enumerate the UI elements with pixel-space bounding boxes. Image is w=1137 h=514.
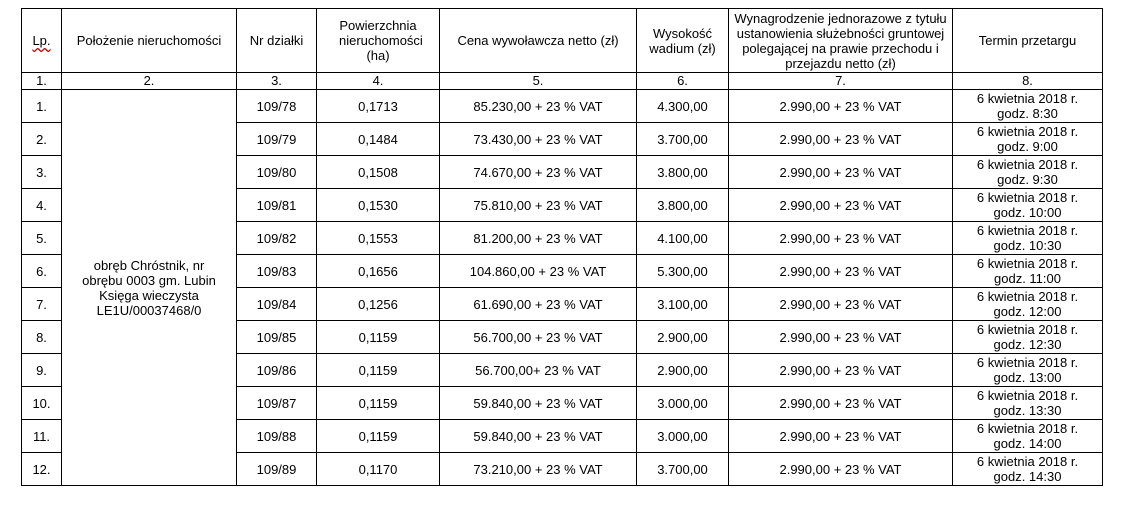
cell-plot: 109/78 [237,90,317,123]
cell-plot: 109/85 [237,321,317,354]
cell-plot: 109/79 [237,123,317,156]
cell-plot: 109/83 [237,255,317,288]
cell-lp: 1. [22,90,62,123]
cell-deposit: 4.100,00 [637,222,729,255]
cell-lp: 12. [22,453,62,486]
cell-price: 81.200,00 + 23 % VAT [440,222,637,255]
cell-area: 0,1159 [317,387,440,420]
cell-plot: 109/84 [237,288,317,321]
cell-area: 0,1508 [317,156,440,189]
column-number: 1. [22,73,62,90]
cell-location: obręb Chróstnik, nr obrębu 0003 gm. Lubin Księga wieczysta LE1U/00037468/0 [62,90,237,486]
cell-deposit: 2.900,00 [637,354,729,387]
cell-fee: 2.990,00 + 23 % VAT [729,321,953,354]
header-plot: Nr działki [237,9,317,73]
header-lp: Lp. [22,9,62,73]
cell-deposit: 3.700,00 [637,123,729,156]
table-body [22,90,1103,486]
cell-lp: 8. [22,321,62,354]
cell-date: 6 kwietnia 2018 r. godz. 11:00 [953,255,1103,288]
header-date: Termin przetargu [953,9,1103,73]
cell-area: 0,1159 [317,321,440,354]
cell-deposit: 3.000,00 [637,420,729,453]
cell-price: 59.840,00 + 23 % VAT [440,420,637,453]
column-number: 8. [953,73,1103,90]
cell-plot: 109/82 [237,222,317,255]
cell-fee: 2.990,00 + 23 % VAT [729,222,953,255]
cell-price: 59.840,00 + 23 % VAT [440,387,637,420]
cell-date: 6 kwietnia 2018 r. godz. 12:00 [953,288,1103,321]
cell-fee: 2.990,00 + 23 % VAT [729,90,953,123]
cell-date: 6 kwietnia 2018 r. godz. 9:30 [953,156,1103,189]
cell-date: 6 kwietnia 2018 r. godz. 10:00 [953,189,1103,222]
cell-price: 74.670,00 + 23 % VAT [440,156,637,189]
header-price: Cena wywoławcza netto (zł) [440,9,637,73]
cell-price: 104.860,00 + 23 % VAT [440,255,637,288]
cell-fee: 2.990,00 + 23 % VAT [729,420,953,453]
cell-lp: 9. [22,354,62,387]
header-location: Położenie nieruchomości [62,9,237,73]
header-deposit: Wysokość wadium (zł) [637,9,729,73]
cell-fee: 2.990,00 + 23 % VAT [729,288,953,321]
header-row [22,9,1103,73]
cell-area: 0,1170 [317,453,440,486]
cell-deposit: 3.000,00 [637,387,729,420]
cell-lp: 3. [22,156,62,189]
cell-deposit: 5.300,00 [637,255,729,288]
cell-price: 73.430,00 + 23 % VAT [440,123,637,156]
cell-plot: 109/88 [237,420,317,453]
cell-lp: 7. [22,288,62,321]
cell-date: 6 kwietnia 2018 r. godz. 13:00 [953,354,1103,387]
cell-area: 0,1656 [317,255,440,288]
cell-price: 56.700,00+ 23 % VAT [440,354,637,387]
header-area: Powierzchnia nieruchomości (ha) [317,9,440,73]
cell-price: 73.210,00 + 23 % VAT [440,453,637,486]
column-number: 4. [317,73,440,90]
cell-fee: 2.990,00 + 23 % VAT [729,387,953,420]
cell-area: 0,1484 [317,123,440,156]
cell-date: 6 kwietnia 2018 r. godz. 9:00 [953,123,1103,156]
cell-lp: 5. [22,222,62,255]
column-number: 7. [729,73,953,90]
cell-price: 61.690,00 + 23 % VAT [440,288,637,321]
cell-fee: 2.990,00 + 23 % VAT [729,453,953,486]
cell-area: 0,1530 [317,189,440,222]
cell-fee: 2.990,00 + 23 % VAT [729,123,953,156]
cell-deposit: 3.800,00 [637,189,729,222]
cell-area: 0,1553 [317,222,440,255]
cell-lp: 6. [22,255,62,288]
cell-plot: 109/86 [237,354,317,387]
cell-area: 0,1159 [317,354,440,387]
column-number: 3. [237,73,317,90]
column-number: 5. [440,73,637,90]
cell-plot: 109/87 [237,387,317,420]
cell-date: 6 kwietnia 2018 r. godz. 8:30 [953,90,1103,123]
cell-lp: 11. [22,420,62,453]
table-row [22,90,1103,123]
cell-deposit: 3.100,00 [637,288,729,321]
cell-area: 0,1713 [317,90,440,123]
cell-date: 6 kwietnia 2018 r. godz. 12:30 [953,321,1103,354]
cell-area: 0,1159 [317,420,440,453]
cell-plot: 109/81 [237,189,317,222]
cell-date: 6 kwietnia 2018 r. godz. 10:30 [953,222,1103,255]
cell-area: 0,1256 [317,288,440,321]
cell-fee: 2.990,00 + 23 % VAT [729,189,953,222]
column-number: 2. [62,73,237,90]
cell-deposit: 3.800,00 [637,156,729,189]
cell-deposit: 3.700,00 [637,453,729,486]
cell-price: 75.810,00 + 23 % VAT [440,189,637,222]
column-number: 6. [637,73,729,90]
cell-lp: 2. [22,123,62,156]
cell-plot: 109/89 [237,453,317,486]
cell-fee: 2.990,00 + 23 % VAT [729,255,953,288]
cell-fee: 2.990,00 + 23 % VAT [729,354,953,387]
cell-price: 85.230,00 + 23 % VAT [440,90,637,123]
column-number-row [22,73,1103,90]
cell-deposit: 4.300,00 [637,90,729,123]
cell-fee: 2.990,00 + 23 % VAT [729,156,953,189]
cell-deposit: 2.900,00 [637,321,729,354]
cell-date: 6 kwietnia 2018 r. godz. 13:30 [953,387,1103,420]
cell-date: 6 kwietnia 2018 r. godz. 14:30 [953,453,1103,486]
cell-lp: 4. [22,189,62,222]
cell-lp: 10. [22,387,62,420]
cell-plot: 109/80 [237,156,317,189]
cell-date: 6 kwietnia 2018 r. godz. 14:00 [953,420,1103,453]
header-fee: Wynagrodzenie jednorazowe z tytułu ustanowienia służebności gruntowej polegającej na prawie przechodu i przejazdu netto (zł) [729,9,953,73]
cell-price: 56.700,00 + 23 % VAT [440,321,637,354]
auction-table [21,8,1103,486]
